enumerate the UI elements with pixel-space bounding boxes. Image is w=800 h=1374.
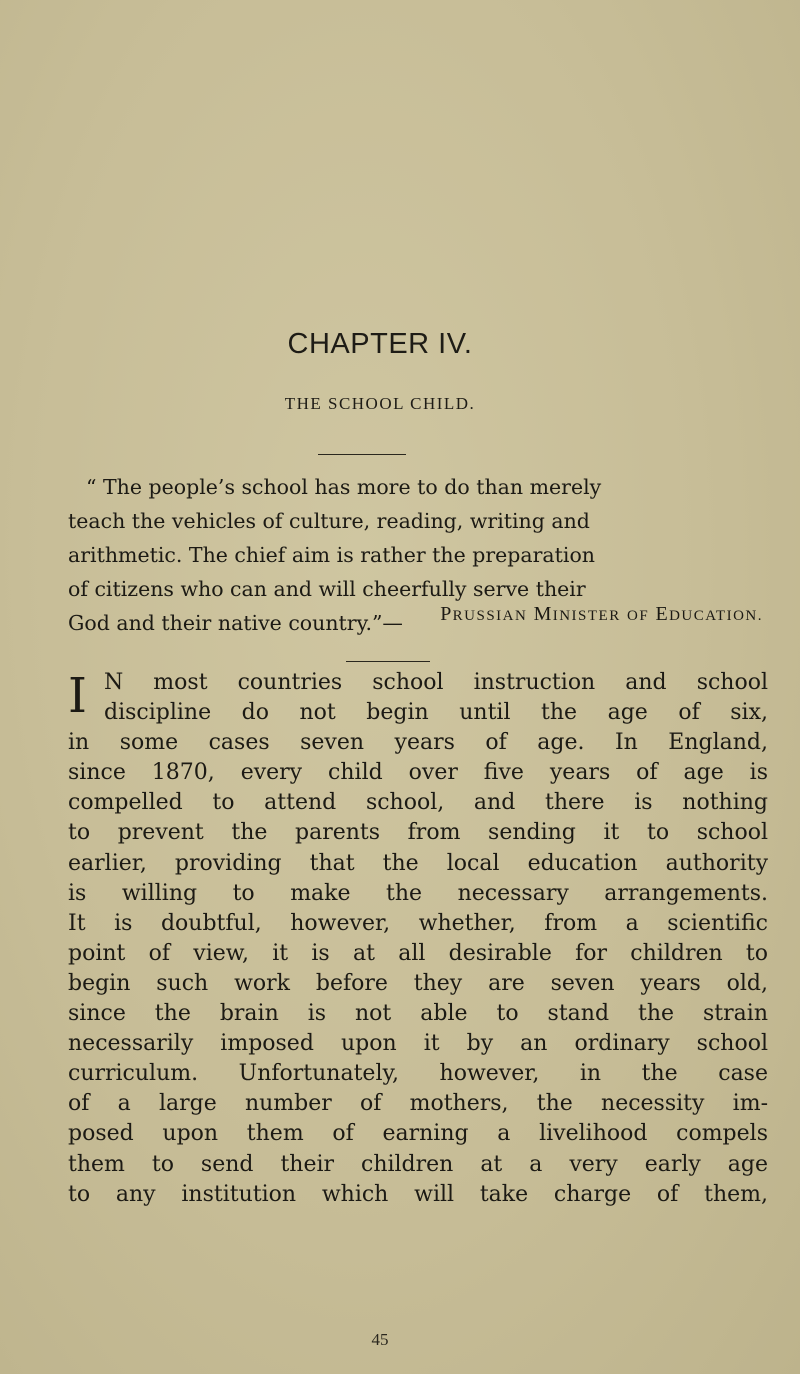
- epigraph-line: teach the vehicles of culture, reading, writing and: [68, 509, 590, 533]
- body-line: posed upon them of earning a livelihood compels: [68, 1121, 768, 1147]
- body-line: compelled to attend school, and there is nothing: [68, 790, 768, 816]
- drop-cap: I: [68, 668, 87, 724]
- body-line: N most countries school instruction and school: [104, 670, 768, 695]
- attribution-initial: P: [440, 603, 453, 625]
- body-line: in some cases seven years of age. In England,: [68, 730, 768, 756]
- body-line: to any institution which will take charge of them,: [68, 1181, 768, 1207]
- epigraph-attribution: [0, 603, 763, 626]
- epigraph-line: God and their native country.”—: [68, 611, 403, 635]
- body-line: point of view, it is at all desirable for children to: [68, 940, 768, 966]
- body-line: is willing to make the necessary arrangements.: [68, 880, 768, 906]
- body-line: discipline do not begin until the age of six,: [104, 700, 768, 726]
- body-line: It is doubtful, however, whether, from a scientific: [68, 910, 768, 936]
- attribution-word: OF: [627, 608, 650, 624]
- attribution-word: RUSSIAN: [452, 608, 528, 624]
- body-line: since the brain is not able to stand the strain: [68, 1001, 768, 1027]
- epigraph-line: arithmetic. The chief aim is rather the preparation: [68, 543, 595, 567]
- epigraph-line: “ The people’s school has more to do than merely: [86, 475, 602, 499]
- body-line: since 1870, every child over five years of age is: [68, 760, 768, 786]
- chapter-subtitle: THE SCHOOL CHILD.: [284, 394, 476, 413]
- body-line: earlier, providing that the local education authority: [68, 850, 768, 876]
- chapter-title: CHAPTER IV.: [287, 328, 473, 360]
- body-line: necessarily imposed upon it by an ordinary school: [68, 1031, 768, 1057]
- attribution-word: INISTER: [552, 608, 621, 624]
- attribution-initial: E: [655, 603, 670, 625]
- epigraph-line: of citizens who can and will cheerfully serve their: [68, 577, 586, 601]
- body-line: curriculum. Unfortunately, however, in the case: [68, 1061, 768, 1087]
- body-paragraph: [68, 668, 768, 1210]
- attribution-word: DUCATION.: [669, 608, 763, 624]
- divider-rule-top: [318, 454, 406, 455]
- body-line: begin such work before they are seven years old,: [68, 970, 768, 996]
- divider-rule-bottom: [346, 661, 430, 662]
- body-line: them to send their children at a very early age: [68, 1151, 768, 1177]
- body-line: to prevent the parents from sending it to school: [68, 820, 768, 846]
- attribution-initial: M: [533, 603, 553, 625]
- page-number: 45: [371, 1330, 389, 1349]
- body-line: of a large number of mothers, the necessity im-: [68, 1091, 768, 1117]
